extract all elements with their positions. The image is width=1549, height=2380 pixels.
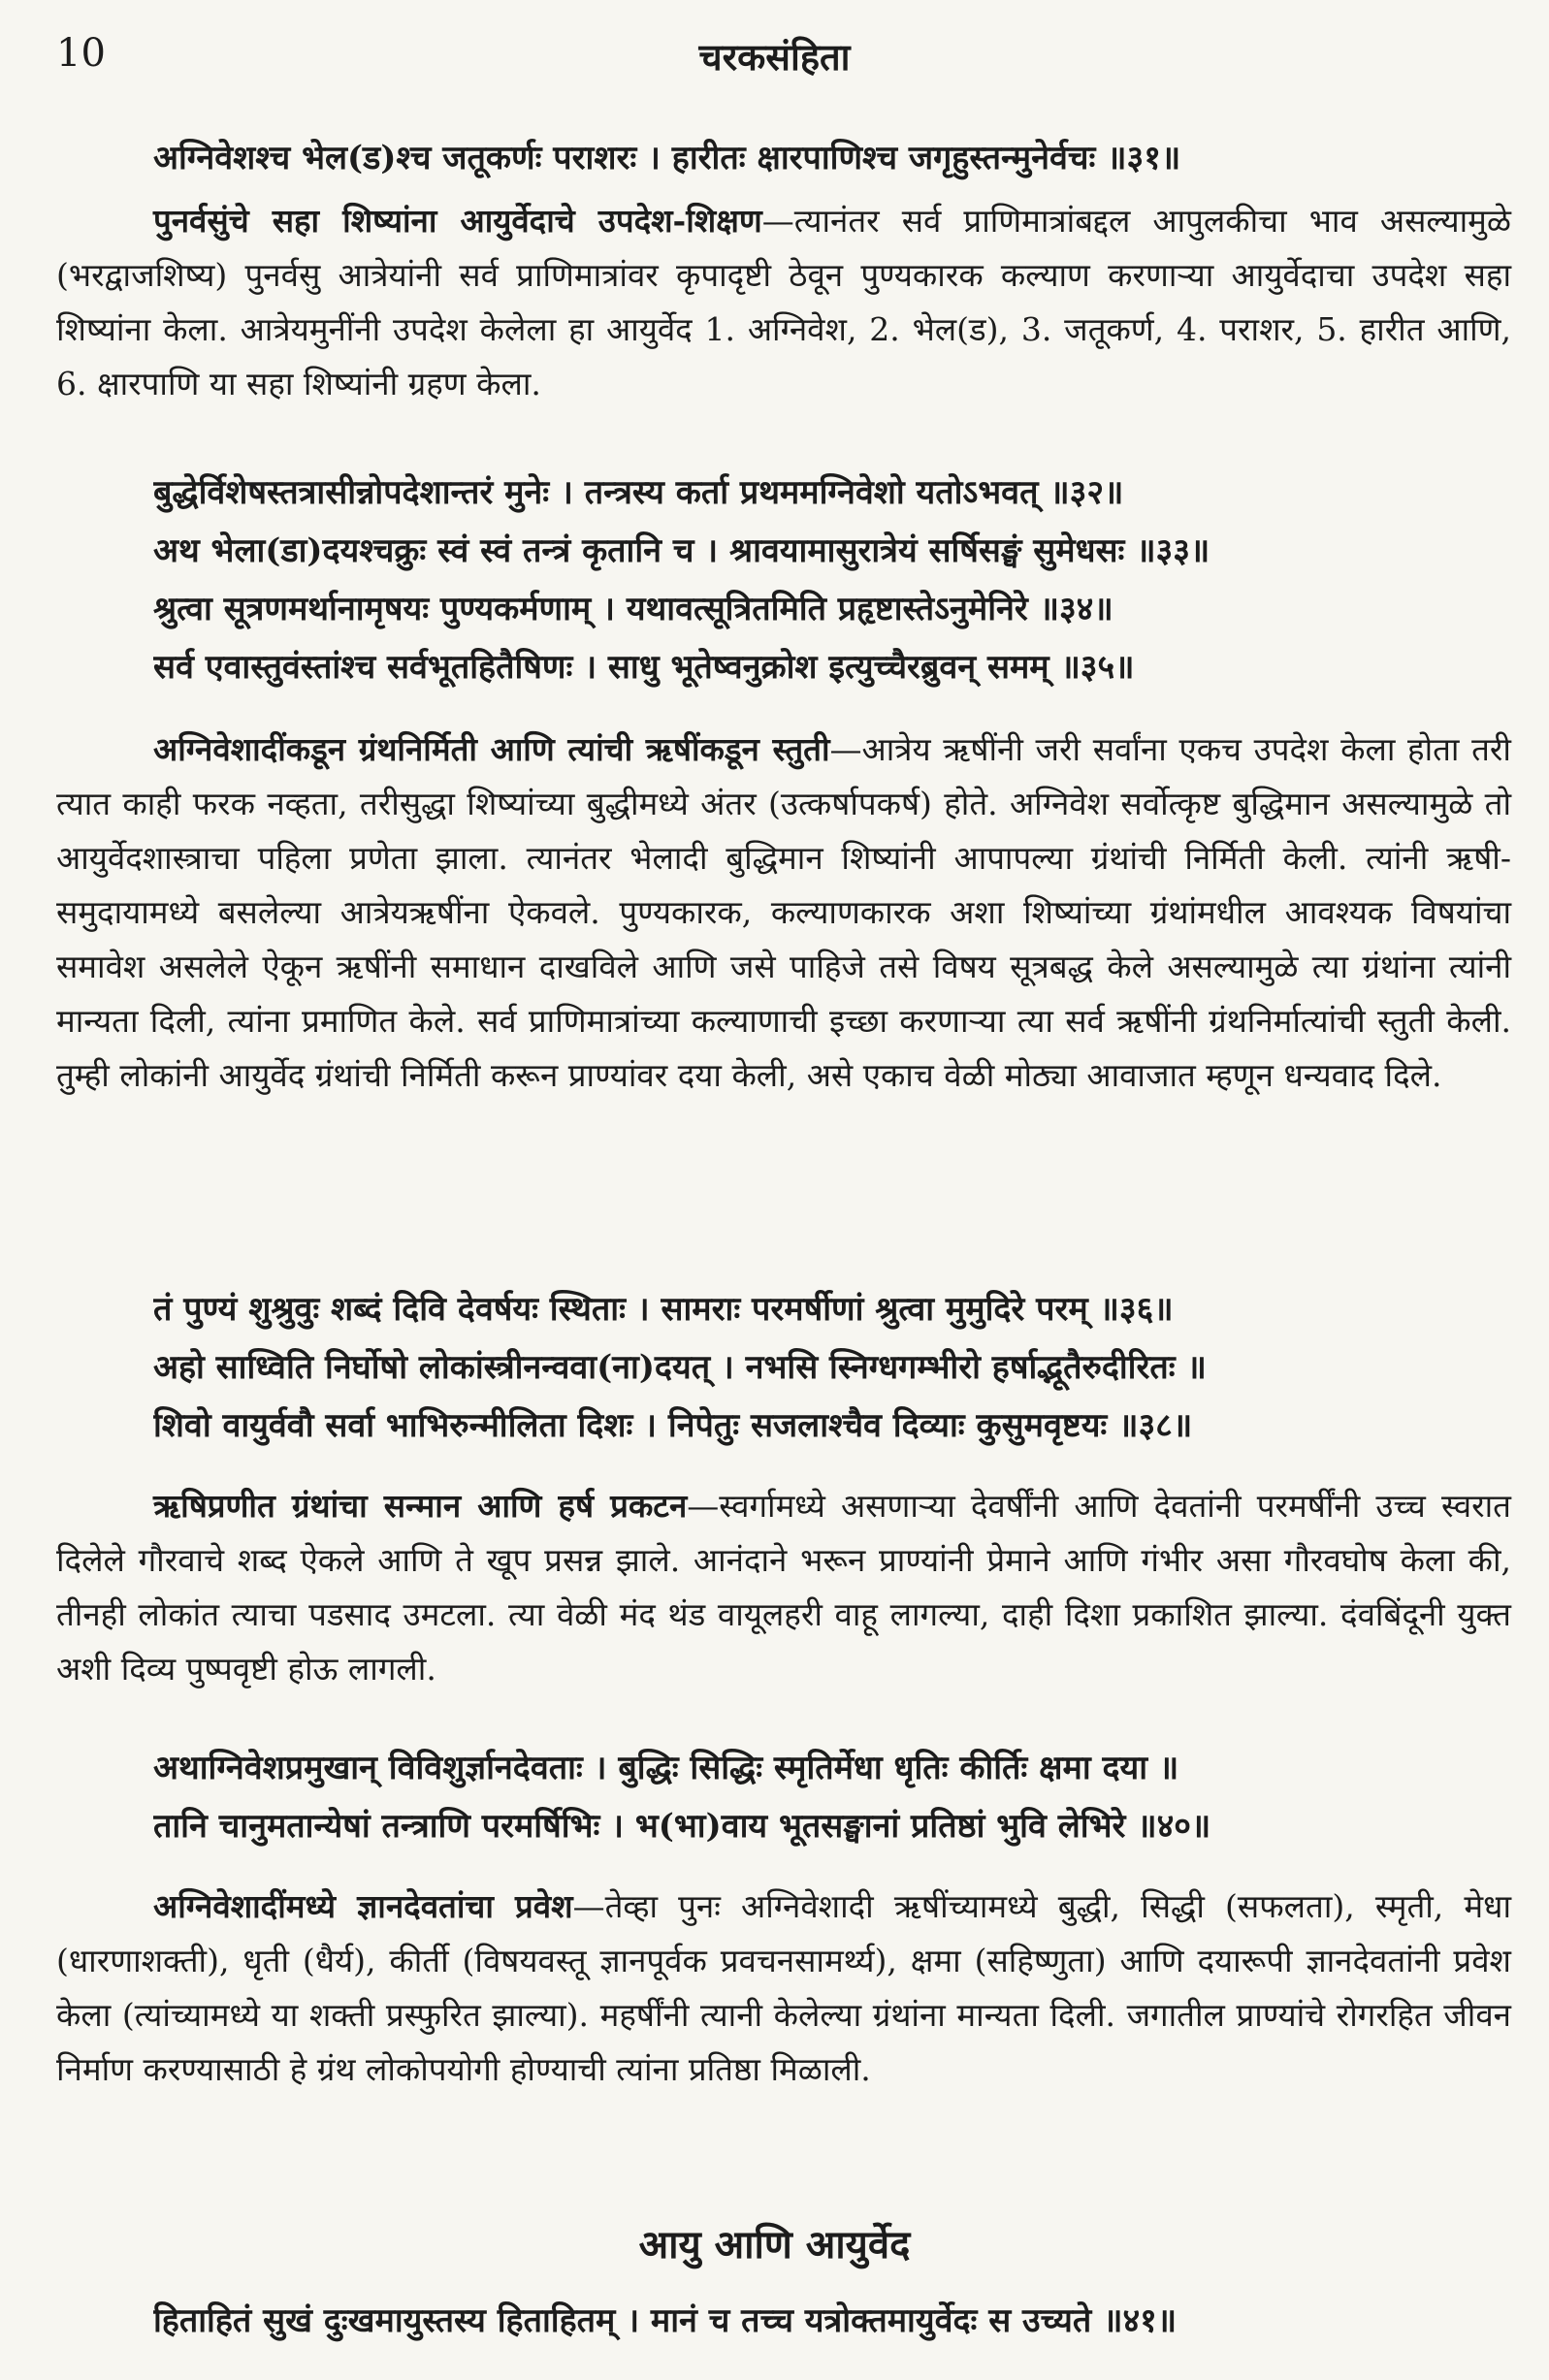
verse-37: अहो साध्विति निर्घोषो लोकांस्त्रीनन्ववा(ना)दयत् । नभसि स्निग्धगम्भीरो हर्षाद्भूतैरुदीरितः ॥ [153,1348,1207,1387]
verse-32: बुद्धेर्विशेषस्तत्रासीन्नोपदेशान्तरं मुनेः । तन्त्रस्य कर्ता प्रथममग्निवेशो यतोऽभवत् ॥३२॥ [153,473,1124,512]
verse-38: शिवो वायुर्ववौ सर्वा भाभिरुन्मीलिता दिशः । निपेतुः सजलाश्चैव दिव्याः कुसुमवृष्टयः ॥३८॥ [153,1406,1193,1445]
verse-35: सर्व एवास्तुवंस्तांश्च सर्वभूतहितैषिणः । साधु भूतेष्वनुक्रोश इत्युच्चैरब्रुवन् समम् ॥३५॥ [153,648,1135,687]
page-header [56,27,1493,85]
commentary-paragraph-1 [56,194,1511,411]
page-number: 10 [56,31,106,76]
paragraph-heading: अग्निवेशादींमध्ये ज्ञानदेवतांचा प्रवेश [153,1887,573,1925]
commentary-paragraph-4 [56,1880,1511,2097]
verse-39: अथाग्निवेशप्रमुखान् विविशुर्ज्ञानदेवताः । बुद्धिः सिद्धिः स्मृतिर्मेधा धृतिः कीर्तिः क्षमा दया ॥ [153,1749,1179,1787]
page-title: चरकसंहिता [698,35,851,79]
commentary-paragraph-3 [56,1479,1511,1696]
paragraph-text: —तेव्हा पुनः अग्निवेशादी ऋषींच्यामध्ये बुद्धी, सिद्धी (सफलता), स्मृती, मेधा (धारणाशक्ती), धृती (धैर्य), कीर्ती (विषयवस्तू ज्ञानपूर्वक प्रवचनसामर्थ्य), क्षमा (सहिष्णुता) आणि दयारूपी ज्ञानदेवतांनी प्रवेश केला (त्यांच्यामध्ये या शक्ती प्रस्फुरित झाल्या). महर्षींनी त्यानी केलेल्या ग्रंथांना मान्यता दिली. जगातील प्राण्यांचे रोगरहित जीवन निर्माण करण्यासाठी हे ग्रंथ लोकोपयोगी होण्याची त्यांना प्रतिष्ठा मिळाली. [56,1887,1511,2088]
verse-41: हिताहितं सुखं दुःखमायुस्तस्य हिताहितम् । मानं च तच्च यत्रोक्तमायुर्वेदः स उच्यते ॥४१॥ [153,2301,1178,2340]
verse-40: तानि चानुमतान्येषां तन्त्राणि परमर्षिभिः । भ(भा)वाय भूतसङ्घानां प्रतिष्ठां भुवि लेभिरे ॥४०॥ [153,1807,1211,1846]
verse-36: तं पुण्यं शुश्रुवुः शब्दं दिवि देवर्षयः स्थिताः । सामराः परमर्षीणां श्रुत्वा मुमुदिरे परम् ॥३६॥ [153,1290,1174,1329]
verse-33: अथ भेला(डा)दयश्चक्रुः स्वं स्वं तन्त्रं कृतानि च । श्रावयामासुरात्रेयं सर्षिसङ्घं सुमेधसः ॥३३॥ [153,531,1210,570]
paragraph-heading: ऋषिप्रणीत ग्रंथांचा सन्मान आणि हर्ष प्रकटन [153,1487,688,1525]
paragraph-text: —त्यानंतर सर्व प्राणिमात्रांबद्दल आपुलकीचा भाव असल्यामुळे (भरद्वाजशिष्य) पुनर्वसु आत्रेयांनी सर्व प्राणिमात्रांवर कृपादृष्टी ठेवून पुण्यकारक कल्याण करणाऱ्या आयुर्वेदाचा उपदेश सहा शिष्यांना केला. आत्रेयमुनींनी उपदेश केलेला हा आयुर्वेद 1. अग्निवेश, 2. भेल(ड), 3. जतूकर्ण, 4. पराशर, 5. हारीत आणि, 6. क्षारपाणि या सहा शिष्यांनी ग्रहण केला. [56,202,1511,402]
paragraph-text: —स्वर्गामध्ये असणाऱ्या देवर्षींनी आणि देवतांनी परमर्षींनी उच्च स्वरात दिलेले गौरवाचे शब्द ऐकले आणि ते खूप प्रसन्न झाले. आनंदाने भरून प्राण्यांनी प्रेमाने आणि गंभीर असा गौरवघोष केला की, तीनही लोकांत त्याचा पडसाद उमटला. त्या वेळी मंद थंड वायूलहरी वाहू लागल्या, दाही दिशा प्रकाशित झाल्या. दंवबिंदूनी युक्त अशी दिव्य पुष्पवृष्टी होऊ लागली. [56,1487,1511,1688]
section-title: आयु आणि आयुर्वेद [638,2222,911,2267]
verse-34: श्रुत्वा सूत्रणमर्थानामृषयः पुण्यकर्मणाम् । यथावत्सूत्रितमिति प्रहृष्टास्तेऽनुमेनिरे ॥३४॥ [153,590,1113,628]
paragraph-text: —आत्रेय ऋषींनी जरी सर्वांना एकच उपदेश केला होता तरी त्यात काही फरक नव्हता, तरीसुद्धा शिष्यांच्या बुद्धीमध्ये अंतर (उत्कर्षापकर्ष) होते. अग्निवेश सर्वोत्कृष्ट बुद्धिमान असल्यामुळे तो आयुर्वेदशास्त्राचा पहिला प्रणेता झाला. त्यानंतर भेलादी बुद्धिमान शिष्यांनी आपापल्या ग्रंथांची निर्मिती केली. त्यांनी ऋषी-समुदायामध्ये बसलेल्या आत्रेयऋषींना ऐकवले. पुण्यकारक, कल्याणकारक अशा शिष्यांच्या ग्रंथांमधील आवश्यक विषयांचा समावेश असलेले ऐकून ऋषींनी समाधान दाखविले आणि जसे पाहिजे तसे विषय सूत्रबद्ध केले असल्यामुळे त्या ग्रंथांना त्यांनी मान्यता दिली, त्यांना प्रमाणित केले. सर्व प्राणिमात्रांच्या कल्याणाची इच्छा करणाऱ्या त्या सर्व ऋषींनी ग्रंथनिर्मात्यांची स्तुती केली. तुम्ही लोकांनी आयुर्वेद ग्रंथांची निर्मिती करून प्राण्यांवर दया केली, असे एकाच वेळी मोठ्या आवाजात म्हणून धन्यवाद दिले. [56,730,1511,1094]
paragraph-heading: अग्निवेशादींकडून ग्रंथनिर्मिती आणि त्यांची ऋषींकडून स्तुती [153,730,830,768]
verse-31: अग्निवेशश्च भेल(ड)श्च जतूकर्णः पराशरः । हारीतः क्षारपाणिश्च जगृहुस्तन्मुनेर्वचः ॥३१॥ [153,139,1181,177]
commentary-paragraph-2 [56,723,1511,1103]
paragraph-heading: पुनर्वसुंचे सहा शिष्यांना आयुर्वेदाचे उपदेश-शिक्षण [153,202,762,240]
